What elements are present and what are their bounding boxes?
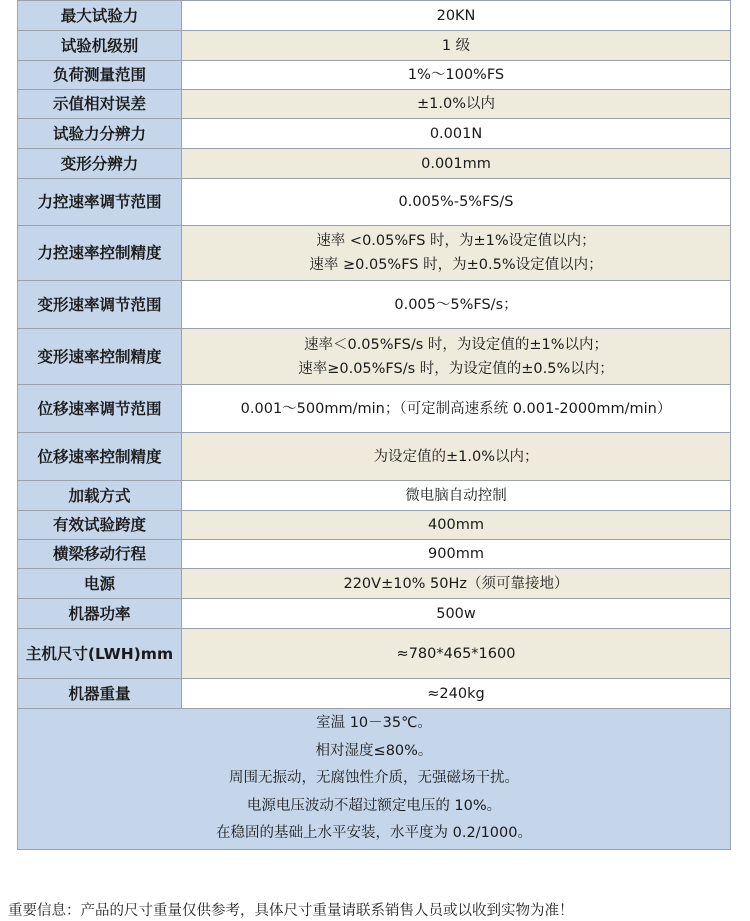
spec-label: 位移速率控制精度 bbox=[18, 433, 182, 481]
spec-row bbox=[18, 511, 731, 540]
spec-label: 变形速率调节范围 bbox=[18, 281, 182, 329]
spec-row bbox=[18, 179, 731, 226]
spec-value: 220V±10% 50Hz（须可靠接地） bbox=[182, 569, 731, 599]
spec-label: 力控速率调节范围 bbox=[18, 179, 182, 226]
spec-label: 变形速率控制精度 bbox=[18, 329, 182, 385]
spec-value: 为设定值的±1.0%以内； bbox=[182, 433, 731, 481]
spec-row bbox=[18, 569, 731, 599]
spec-row bbox=[18, 385, 731, 433]
spec-value: 0.001～500mm/min；（可定制高速系统 0.001-2000mm/min） bbox=[182, 385, 731, 433]
spec-value-line: 速率＜0.05%FS/s 时，为设定值的±1%以内； bbox=[303, 336, 609, 353]
spec-value: 0.005%-5%FS/S bbox=[182, 179, 731, 226]
spec-value: ≈240kg bbox=[182, 679, 731, 709]
spec-value: ±1.0%以内 bbox=[182, 90, 731, 119]
spec-value: 20KN bbox=[182, 1, 731, 31]
spec-label: 负荷测量范围 bbox=[18, 61, 182, 90]
spec-row bbox=[18, 629, 731, 679]
spec-value: ≈780*465*1600 bbox=[182, 629, 731, 679]
spec-value: 微电脑自动控制 bbox=[182, 481, 731, 511]
spec-label: 试验机级别 bbox=[18, 31, 182, 61]
environment-line: 相对湿度≤80%。 bbox=[315, 742, 433, 759]
spec-label: 加载方式 bbox=[18, 481, 182, 511]
spec-row bbox=[18, 433, 731, 481]
environment-cell bbox=[18, 709, 731, 850]
environment-line: 周围无振动，无腐蚀性介质，无强磁场干扰。 bbox=[229, 770, 519, 786]
environment-line: 室温 10－35℃。 bbox=[316, 715, 432, 731]
spec-value-line: 速率 ≥0.05%FS 时，为±0.5%设定值以内； bbox=[309, 257, 603, 273]
spec-row bbox=[18, 679, 731, 709]
spec-label: 机器功率 bbox=[18, 599, 182, 629]
spec-label: 力控速率控制精度 bbox=[18, 226, 182, 281]
spec-row bbox=[18, 1, 731, 31]
spec-table bbox=[17, 0, 731, 850]
spec-label: 试验力分辨力 bbox=[18, 119, 182, 149]
spec-row bbox=[18, 329, 731, 385]
spec-value bbox=[182, 329, 731, 385]
environment-line: 在稳固的基础上水平安装，水平度为 0.2/1000。 bbox=[216, 825, 532, 841]
environment-section bbox=[18, 709, 731, 850]
environment-line: 电源电压波动不超过额定电压的 10%。 bbox=[246, 797, 502, 814]
spec-value: 400mm bbox=[182, 511, 731, 540]
spec-label: 最大试验力 bbox=[18, 1, 182, 31]
notice-text: 重要信息：产品的尺寸重量仅供参考，具体尺寸重量请联系销售人员或以收到实物为准！ bbox=[8, 903, 574, 919]
spec-value bbox=[182, 226, 731, 281]
spec-value: 500w bbox=[182, 599, 731, 629]
spec-value: 0.001N bbox=[182, 119, 731, 149]
spec-label: 有效试验跨度 bbox=[18, 511, 182, 540]
spec-row bbox=[18, 599, 731, 629]
spec-value: 0.005～5%FS/s； bbox=[182, 281, 731, 329]
spec-value: 1%～100%FS bbox=[182, 61, 731, 90]
spec-value-line: 速率 <0.05%FS 时，为±1%设定值以内； bbox=[316, 233, 596, 249]
spec-label: 示值相对误差 bbox=[18, 90, 182, 119]
spec-label: 位移速率调节范围 bbox=[18, 385, 182, 433]
spec-row bbox=[18, 540, 731, 569]
spec-row bbox=[18, 281, 731, 329]
spec-value-line: 速率≥0.05%FS/s 时，为设定值的±0.5%以内； bbox=[298, 360, 614, 377]
spec-row bbox=[18, 31, 731, 61]
spec-row bbox=[18, 226, 731, 281]
spec-value: 0.001mm bbox=[182, 149, 731, 179]
spec-label: 机器重量 bbox=[18, 679, 182, 709]
spec-label: 主机尺寸(LWH)mm bbox=[18, 629, 182, 679]
spec-value: 1 级 bbox=[182, 31, 731, 61]
environment-row bbox=[18, 709, 731, 850]
spec-label: 电源 bbox=[18, 569, 182, 599]
spec-row bbox=[18, 149, 731, 179]
spec-table-body bbox=[18, 1, 731, 709]
spec-value: 900mm bbox=[182, 540, 731, 569]
spec-row bbox=[18, 119, 731, 149]
spec-label: 横梁移动行程 bbox=[18, 540, 182, 569]
spec-label: 变形分辨力 bbox=[18, 149, 182, 179]
spec-row bbox=[18, 61, 731, 90]
spec-row bbox=[18, 90, 731, 119]
spec-row bbox=[18, 481, 731, 511]
